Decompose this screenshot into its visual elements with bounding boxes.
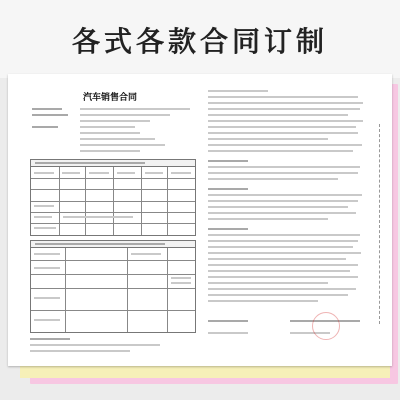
company-seal bbox=[312, 312, 340, 340]
terms-heading-4 bbox=[208, 228, 248, 230]
product-banner bbox=[0, 0, 400, 78]
vehicle-table bbox=[30, 166, 196, 236]
terms-heading-3 bbox=[208, 188, 248, 190]
contract-sheet bbox=[8, 74, 392, 366]
terms-heading-2 bbox=[208, 160, 248, 162]
contract-left-column bbox=[18, 80, 202, 362]
binding-edge bbox=[379, 124, 390, 324]
contract-right-column bbox=[208, 80, 376, 362]
document-title: 汽车销售合同 bbox=[82, 93, 137, 103]
banner-title: 各式各款合同订制 bbox=[71, 25, 328, 58]
payment-table bbox=[30, 247, 196, 333]
